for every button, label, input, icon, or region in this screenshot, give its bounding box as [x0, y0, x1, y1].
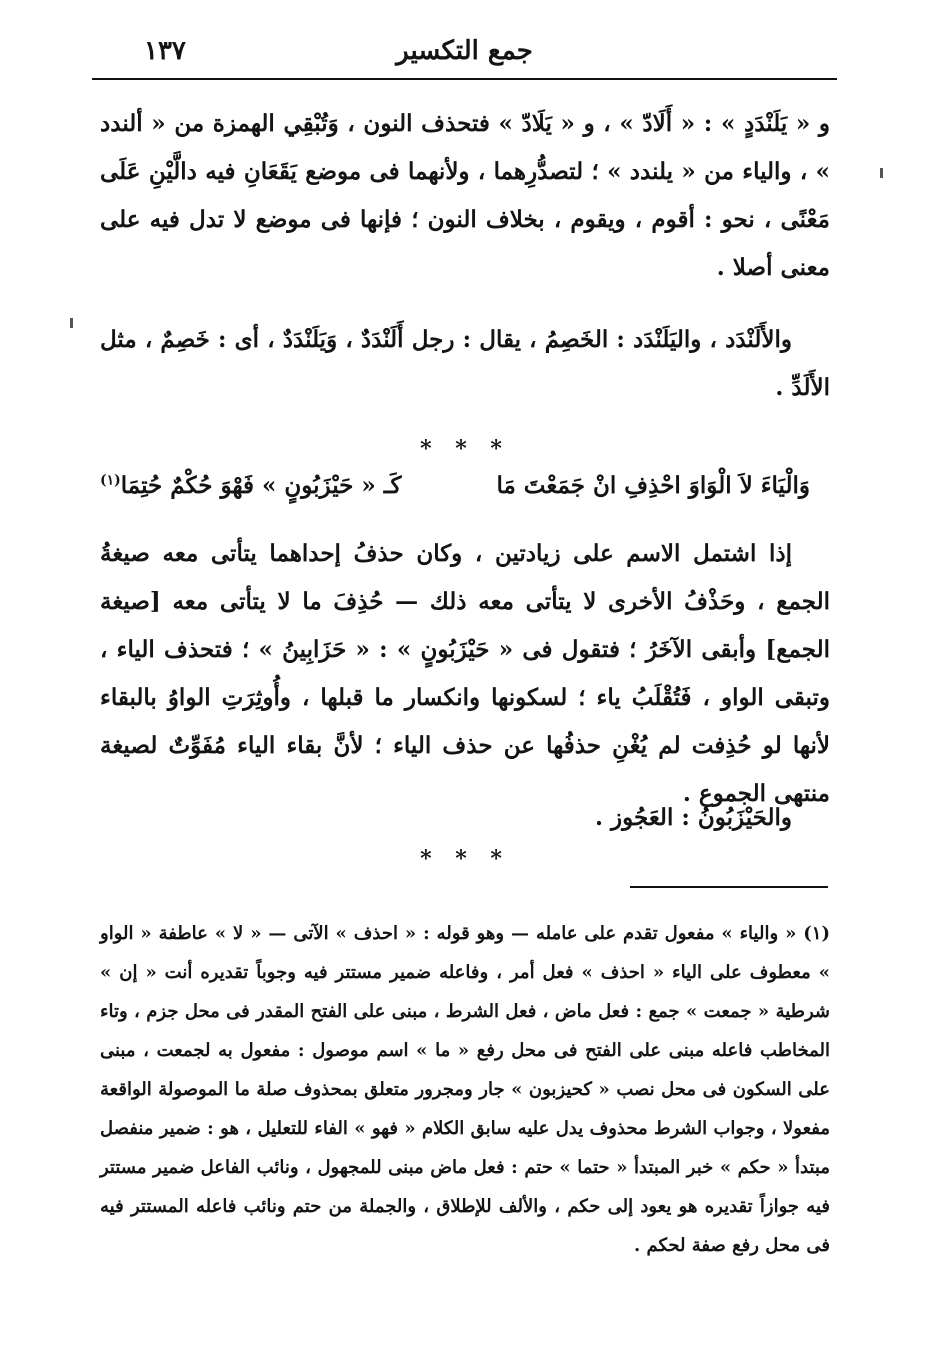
footnote-reference: (١)	[100, 472, 121, 489]
paragraph-1: و « يَلَنْدَدٍ » : « أَلَادّ » ، و « يَلَادّ » فتحذف النون ، وَتُبْقِي الهمزة من « ألندد » ، والياء من « يلندد » ؛ لتصدُّرِهما ، ولأنهما فى موضع يَقَعَانِ فيه دالَّيْنِ عَلَى مَعْنًى ، نحو : أقوم ، ويقوم ، بخلاف النون ؛ فإنها فى موضع لا تدل فيه على معنى أصلا .	[100, 110, 830, 281]
paragraph-2: والأَلَنْدَد ، واليَلَنْدَد : الخَصِمُ ، يقال : رجل أَلَنْدَدٌ ، وَيَلَنْدَدٌ ، أى : خَصِمٌ ، مثل الأَلَدِّ .	[100, 326, 830, 401]
header-rule	[92, 78, 837, 80]
verse-line	[100, 468, 830, 508]
running-title: جمع التكسير	[396, 36, 533, 66]
section-divider-stars: * * *	[420, 436, 510, 462]
verse-hemistich-2-wrap	[100, 472, 401, 499]
footnote-rule	[630, 886, 828, 888]
verse-hemistich-1: وَالْيَاءَ لاَ الْوَاوَ احْذِفِ انْ جَمَعْتَ مَا	[496, 472, 810, 499]
margin-mark	[70, 318, 73, 328]
verse-hemistich-2: كَـ « حَيْزَبُونٍ » فَهْوَ حُكْمٌ حُتِمَا	[120, 472, 402, 499]
footnote-text: (١) « والياء » مفعول تقدم على عامله — وهو قوله : « احذف » الآتى — « لا » عاطفة « الواو » معطوف على الياء « احذف » فعل أمر ، وفاعله ضمير مستتر فيه وجوباً تقديره أنت « إن » شرطية « جمعت » جمع : فعل ماض ، فعل الشرط ، مبنى على الفتح المقدر فى محل جزم ، وتاء المخاطب فاعله مبنى على الفتح فى محل رفع « ما » اسم موصول : مفعول به لجمعت ، مبنى على السكون فى محل نصب « كحيزبون » جار ومجرور متعلق بمحذوف صلة ما الموصولة الواقعة مفعولا ، وجواب الشرط محذوف يدل عليه سابق الكلام « فهو » الفاء للتعليل ، هو : ضمير منفصل مبتدأ « حكم » خبر المبتدأ « حتما » حتم : فعل ماض مبنى للمجهول ، ونائب الفاعل ضمير مستتر فيه جوازاً تقديره هو يعود إلى حكم ، والألف للإطلاق ، والجملة من حتم ونائب فاعله المستتر فيه فى محل رفع صفة لحكم .	[100, 923, 830, 1256]
paragraph-4: والحَيْزَبُونُ : العَجُوز .	[594, 804, 792, 831]
section-divider-stars-2: * * *	[420, 846, 510, 872]
page-number: ١٣٧	[144, 36, 186, 66]
page-header	[92, 30, 837, 78]
paragraph-3: إذا اشتمل الاسم على زيادتين ، وكان حذفُ إحداهما يتأتى معه صيغةُ الجمع ، وحَذْفُ الأخرى لا يتأتى معه ذلك — حُذِفَ ما لا يتأتى معه [صيغة الجمع] وأبقى الآخَرُ ؛ فتقول فى « حَيْزَبُونٍ » : « حَزَابِينُ » ؛ فتحذف الياء ، وتبقى الواو ، فَتُقْلَبُ ياء ؛ لسكونها وانكسار ما قبلها ، وأُوثِرَتِ الواوُ بالبقاء لأنها لو حُذِفت لم يُغْنِ حذفُها عن حذف الياء ؛ لأنَّ بقاء الياء مُفَوِّتٌ لصيغة منتهى الجموع .	[100, 540, 830, 807]
margin-mark	[880, 168, 883, 178]
